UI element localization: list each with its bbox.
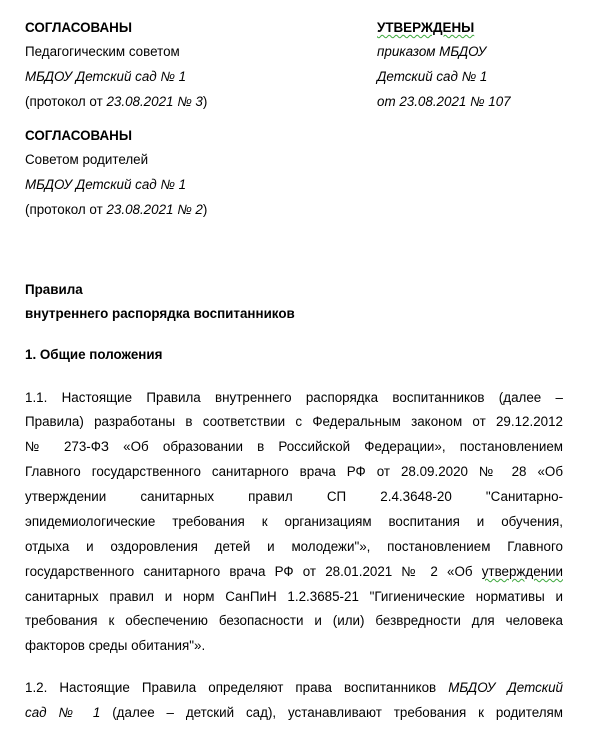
approval-order-org: Детский сад № 1 — [377, 69, 488, 84]
org-name-italic: МБДОУ Детский — [448, 680, 563, 695]
document-title-line2: внутреннего распорядка воспитанников — [25, 306, 295, 321]
approval-body-parents: Советом родителей — [25, 152, 149, 167]
protocol-prefix: (протокол от — [25, 202, 107, 217]
protocol-suffix: ) — [202, 94, 208, 109]
protocol-number: 23.08.2021 № 3 — [106, 94, 203, 109]
spellcheck-word: утверждении — [481, 564, 563, 579]
paragraph-text: (далее – детский сад), устанавливают требования к родителям — [100, 705, 563, 720]
paragraph-line: требования к обеспечению безопасности и (или) безвредности для человека — [25, 613, 563, 628]
org-name-italic: сад № 1 — [25, 705, 101, 720]
protocol-number: 23.08.2021 № 2 — [106, 202, 203, 217]
approval-protocol-parents — [25, 202, 207, 218]
paragraph-line-last: факторов среды обитания"». — [25, 638, 206, 653]
protocol-prefix: (протокол от — [25, 94, 107, 109]
paragraph-line: Правила) разработаны в соответствии с Федеральным законом от 29.12.2012 — [25, 414, 563, 429]
section-heading: 1. Общие положения — [25, 347, 163, 362]
approval-title-pedcouncil: СОГЛАСОВАНЫ — [25, 20, 132, 35]
paragraph-line: утверждении санитарных правил СП 2.4.3648-20 "Санитарно- — [25, 489, 563, 504]
paragraph-line: № 273-ФЗ «Об образовании в Российской Федерации», постановлением — [25, 439, 563, 454]
paragraph-line: эпидемиологические требования к организациям воспитания и обучения, — [25, 514, 563, 529]
paragraph-text: 1.2. Настоящие Правила определяют права воспитанников — [25, 680, 449, 695]
approval-protocol-pedcouncil — [25, 94, 207, 110]
paragraph-line: 1.1. Настоящие Правила внутреннего распорядка воспитанников (далее – — [25, 390, 563, 405]
paragraph-line — [25, 680, 563, 696]
paragraph-text: государственного санитарного врача РФ от 28.01.2021 № 2 «Об — [25, 564, 482, 579]
paragraph-line — [25, 564, 563, 580]
approval-org-pedcouncil: МБДОУ Детский сад № 1 — [25, 69, 187, 84]
paragraph-line: санитарных правил и норм СанПиН 1.2.3685-21 "Гигиенические нормативы и — [25, 589, 563, 604]
approval-body-pedcouncil: Педагогическим советом — [25, 44, 180, 59]
protocol-suffix: ) — [202, 202, 208, 217]
paragraph-line: Главного государственного санитарного врача РФ от 28.09.2020 № 28 «Об — [25, 464, 563, 479]
paragraph-line: отдыха и оздоровления детей и молодежи"», постановлением Главного — [25, 539, 563, 554]
paragraph-line — [25, 705, 563, 721]
approval-order-number: от 23.08.2021 № 107 — [377, 94, 511, 109]
approval-order-body: приказом МБДОУ — [377, 44, 487, 59]
approval-title-parents: СОГЛАСОВАНЫ — [25, 128, 132, 143]
document-title-line1: Правила — [25, 282, 83, 297]
approval-title-order — [377, 20, 474, 36]
approval-org-parents: МБДОУ Детский сад № 1 — [25, 177, 187, 192]
approval-title-order-text: УТВЕРЖДЕНЫ — [377, 20, 475, 35]
